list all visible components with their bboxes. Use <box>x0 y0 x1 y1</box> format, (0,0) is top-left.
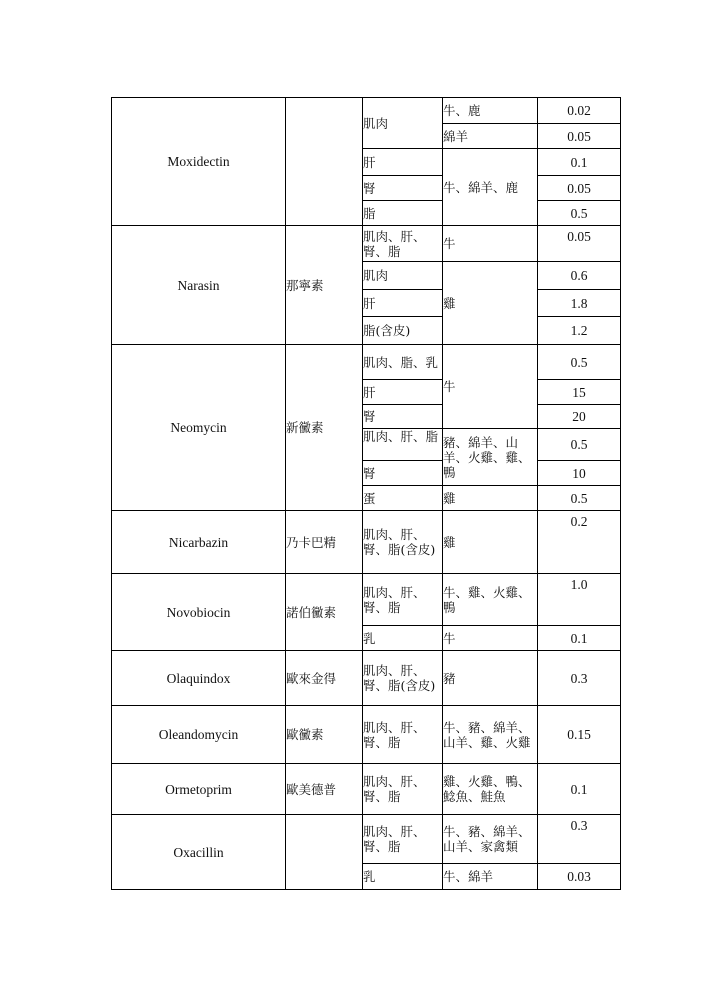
tissue: 腎 <box>363 405 443 429</box>
species: 牛 <box>443 226 538 262</box>
mrl-table <box>111 97 621 890</box>
chinese-name: 歐來金得 <box>286 651 363 706</box>
chinese-name: 諾伯黴素 <box>286 574 363 651</box>
species: 豬 <box>443 651 538 706</box>
tissue: 肌肉 <box>363 98 443 149</box>
limit-value: 0.3 <box>538 651 621 706</box>
drug-name: Moxidectin <box>112 98 286 226</box>
tissue: 肌肉 <box>363 262 443 290</box>
drug-name: Ormetoprim <box>112 764 286 815</box>
limit-value: 0.1 <box>538 626 621 651</box>
tissue: 肌肉、肝、腎、脂 <box>363 574 443 626</box>
species: 牛、綿羊、鹿 <box>443 149 538 226</box>
chinese-name: 那寧素 <box>286 226 363 345</box>
limit-value: 1.2 <box>538 317 621 345</box>
drug-name: Oxacillin <box>112 815 286 890</box>
limit-value: 0.1 <box>538 149 621 176</box>
tissue: 乳 <box>363 864 443 890</box>
table-row <box>112 98 621 124</box>
limit-value: 0.5 <box>538 201 621 226</box>
tissue: 肌肉、肝、腎、脂 <box>363 764 443 815</box>
species: 牛、豬、綿羊、山羊、家禽類 <box>443 815 538 864</box>
limit-value: 0.03 <box>538 864 621 890</box>
species: 綿羊 <box>443 124 538 149</box>
chinese-name <box>286 98 363 226</box>
table-row <box>112 815 621 864</box>
drug-name: Novobiocin <box>112 574 286 651</box>
limit-value: 0.2 <box>538 511 621 574</box>
tissue: 肌肉、肝、腎、脂 <box>363 706 443 764</box>
table-row <box>112 651 621 706</box>
tissue: 肌肉、肝、脂 <box>363 429 443 461</box>
tissue: 肌肉、肝、腎、脂 <box>363 815 443 864</box>
tissue: 肌肉、脂、乳 <box>363 345 443 380</box>
chinese-name: 歐美德普 <box>286 764 363 815</box>
chinese-name: 新黴素 <box>286 345 363 511</box>
limit-value: 1.0 <box>538 574 621 626</box>
tissue: 肝 <box>363 290 443 317</box>
limit-value: 0.05 <box>538 226 621 262</box>
table-row <box>112 511 621 574</box>
species: 牛、雞、火雞、鴨 <box>443 574 538 626</box>
drug-name: Olaquindox <box>112 651 286 706</box>
chinese-name <box>286 815 363 890</box>
drug-name: Neomycin <box>112 345 286 511</box>
drug-name: Narasin <box>112 226 286 345</box>
tissue: 肝 <box>363 149 443 176</box>
limit-value: 0.6 <box>538 262 621 290</box>
limit-value: 0.05 <box>538 176 621 201</box>
species: 雞、火雞、鴨、鯰魚、鮭魚 <box>443 764 538 815</box>
tissue: 肌肉、肝、腎、脂 <box>363 226 443 262</box>
limit-value: 0.5 <box>538 345 621 380</box>
table-row <box>112 345 621 380</box>
species: 豬、綿羊、山羊、火雞、雞、鴨 <box>443 429 538 486</box>
drug-name: Nicarbazin <box>112 511 286 574</box>
species: 牛 <box>443 345 538 429</box>
tissue: 蛋 <box>363 486 443 511</box>
limit-value: 15 <box>538 380 621 405</box>
limit-value: 0.3 <box>538 815 621 864</box>
limit-value: 0.02 <box>538 98 621 124</box>
limit-value: 20 <box>538 405 621 429</box>
tissue: 腎 <box>363 176 443 201</box>
tissue: 肌肉、肝、腎、脂(含皮) <box>363 651 443 706</box>
limit-value: 0.05 <box>538 124 621 149</box>
limit-value: 0.5 <box>538 486 621 511</box>
table-row <box>112 706 621 764</box>
species: 雞 <box>443 262 538 345</box>
species: 牛、綿羊 <box>443 864 538 890</box>
species: 雞 <box>443 511 538 574</box>
tissue: 脂(含皮) <box>363 317 443 345</box>
limit-value: 1.8 <box>538 290 621 317</box>
limit-value: 10 <box>538 461 621 486</box>
tissue: 乳 <box>363 626 443 651</box>
table-row <box>112 764 621 815</box>
species: 牛 <box>443 626 538 651</box>
species: 牛、豬、綿羊、山羊、雞、火雞 <box>443 706 538 764</box>
drug-name: Oleandomycin <box>112 706 286 764</box>
chinese-name: 乃卡巴精 <box>286 511 363 574</box>
tissue: 腎 <box>363 461 443 486</box>
chinese-name: 歐黴素 <box>286 706 363 764</box>
tissue: 肌肉、肝、腎、脂(含皮) <box>363 511 443 574</box>
table-row <box>112 226 621 262</box>
table-row <box>112 574 621 626</box>
species: 雞 <box>443 486 538 511</box>
tissue: 脂 <box>363 201 443 226</box>
species: 牛、鹿 <box>443 98 538 124</box>
limit-value: 0.15 <box>538 706 621 764</box>
limit-value: 0.5 <box>538 429 621 461</box>
limit-value: 0.1 <box>538 764 621 815</box>
tissue: 肝 <box>363 380 443 405</box>
